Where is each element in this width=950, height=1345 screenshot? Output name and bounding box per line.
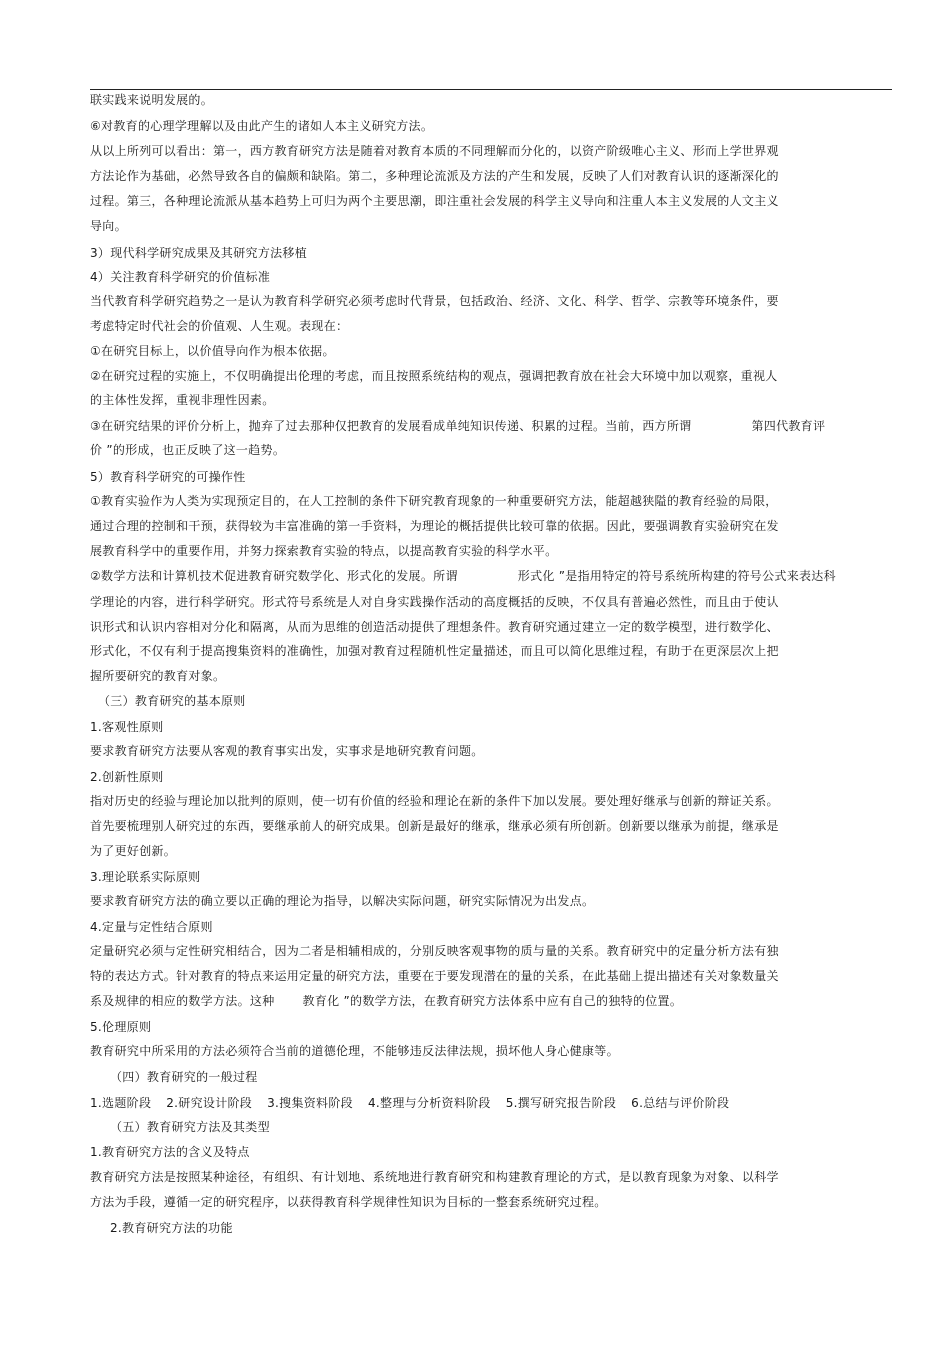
text-line: 联实践来说明发展的。 bbox=[90, 93, 214, 107]
text-line: ⑥对教育的心理学理解以及由此产生的诸如人本主义研究方法。 bbox=[90, 119, 434, 133]
text-line: 价 ”的形成，也正反映了这一趋势。 bbox=[90, 443, 286, 457]
text-line: 学理论的内容，进行科学研究。形式符号系统是人对自身实践操作活动的高度概括的反映，不仅具有普遍必然性，而且由于使认 bbox=[90, 595, 779, 609]
text-line: 的主体性发挥，重视非理性因素。 bbox=[90, 393, 275, 407]
subheading: 2.创新性原则 bbox=[90, 770, 164, 784]
text-line: 通过合理的控制和干预，获得较为丰富准确的第一手资料，为理论的概括提供比较可靠的依据。因此，要强调教育实验研究在发 bbox=[90, 519, 779, 533]
text-line: 方法论作为基础，必然导致各自的偏颇和缺陷。第二，多种理论流派及方法的产生和发展，反映了人们对教育认识的逐渐深化的 bbox=[90, 169, 779, 183]
subheading: 1.客观性原则 bbox=[90, 720, 164, 734]
text-line: 指对历史的经验与理论加以批判的原则，使一切有价值的经验和理论在新的条件下加以发展。要处理好继承与创新的辩证关系。 bbox=[90, 794, 779, 808]
text-line: 识形式和认识内容相对分化和隔离，从而为思维的创造活动提供了理想条件。教育研究通过建立一定的数学模型，进行数学化、 bbox=[90, 620, 779, 634]
text-line bbox=[90, 418, 825, 434]
subheading: 3）现代科学研究成果及其研究方法移植 bbox=[90, 246, 308, 260]
text-line: ②在研究过程的实施上，不仅明确提出伦理的考虑，而且按照系统结构的观点，强调把教育放在社会大环境中加以观察，重视人 bbox=[90, 369, 778, 383]
subheading: 2.教育研究方法的功能 bbox=[110, 1221, 233, 1235]
text-line: 过程。第三，各种理论流派从基本趋势上可归为两个主要思潮，即注重社会发展的科学主义导向和注重人本主义发展的人文主义 bbox=[90, 194, 779, 208]
text-line: 首先要梳理别人研究过的东西，要继承前人的研究成果。创新是最好的继承，继承必须有所创新。创新要以继承为前提，继承是 bbox=[90, 819, 779, 833]
text-line: 定量研究必须与定性研究相结合，因为二者是相辅相成的，分别反映客观事物的质与量的关系。教育研究中的定量分析方法有独 bbox=[90, 944, 779, 958]
text-line: 特的表达方式。针对教育的特点来运用定量的研究方法，重要在于要发现潜在的量的关系，在此基础上提出描述有关对象数量关 bbox=[90, 969, 779, 983]
step-item: 1.选题阶段 bbox=[90, 1096, 152, 1110]
text-line: 要求教育研究方法的确立要以正确的理论为指导，以解决实际问题，研究实际情况为出发点。 bbox=[90, 894, 595, 908]
subheading: 5.伦理原则 bbox=[90, 1020, 152, 1034]
step-item: 6.总结与评价阶段 bbox=[631, 1096, 730, 1110]
step-item: 2.研究设计阶段 bbox=[166, 1096, 253, 1110]
text-segment: 形式化 ”是指用特定的符号系统所构建的符号公式来表达科 bbox=[517, 569, 836, 583]
header-rule bbox=[90, 89, 892, 90]
text-line bbox=[90, 568, 836, 584]
text-line: 当代教育科学研究趋势之一是认为教育科学研究必须考虑时代背景，包括政治、经济、文化、科学、哲学、宗教等环境条件，要 bbox=[90, 294, 779, 308]
section-heading: （五）教育研究方法及其类型 bbox=[110, 1120, 270, 1134]
text-line: 展教育科学中的重要作用，并努力探索教育实验的特点，以提高教育实验的科学水平。 bbox=[90, 544, 558, 558]
subheading: 3.理论联系实际原则 bbox=[90, 870, 201, 884]
subheading: 4.定量与定性结合原则 bbox=[90, 920, 213, 934]
text-line: 为了更好创新。 bbox=[90, 844, 177, 858]
text-segment: 系及规律的相应的数学方法。这种 bbox=[90, 994, 275, 1008]
text-line: ①教育实验作为人类为实现预定目的，在人工控制的条件下研究教育现象的一种重要研究方法，能超越狭隘的教育经验的局限， bbox=[90, 494, 778, 508]
text-line: 教育研究方法是按照某种途径，有组织、有计划地、系统地进行教育研究和构建教育理论的方式，是以教育现象为对象、以科学 bbox=[90, 1170, 779, 1184]
text-line: 握所要研究的教育对象。 bbox=[90, 669, 226, 683]
step-item: 3.搜集资料阶段 bbox=[267, 1096, 353, 1110]
text-segment: 教育化 ”的数学方法，在教育研究方法体系中应有自己的独特的位置。 bbox=[302, 994, 683, 1008]
subheading: 4）关注教育科学研究的价值标准 bbox=[90, 270, 271, 284]
process-steps bbox=[90, 1095, 744, 1111]
text-line: 考虑特定时代社会的价值观、人生观。表现在： bbox=[90, 319, 349, 333]
text-line: 方法为手段，遵循一定的研究程序，以获得教育科学规律性知识为目标的一整套系统研究过程。 bbox=[90, 1195, 607, 1209]
text-segment: 第四代教育评 bbox=[751, 419, 826, 433]
step-item: 5.撰写研究报告阶段 bbox=[505, 1096, 617, 1110]
text-line: 要求教育研究方法要从客观的教育事实出发，实事求是地研究教育问题。 bbox=[90, 744, 484, 758]
section-heading: （三）教育研究的基本原则 bbox=[98, 694, 246, 708]
step-item: 4.整理与分析资料阶段 bbox=[367, 1096, 491, 1110]
text-line: 形式化，不仅有利于提高搜集资料的准确性，加强对教育过程随机性定量描述，而且可以简化思维过程，有助于在更深层次上把 bbox=[90, 644, 779, 658]
text-line: 导向。 bbox=[90, 219, 127, 233]
text-segment: ②数学方法和计算机技术促进教育研究数学化、形式化的发展。所谓 bbox=[90, 569, 458, 583]
text-line bbox=[90, 993, 682, 1009]
subheading: 5）教育科学研究的可操作性 bbox=[90, 470, 246, 484]
subheading: 1.教育研究方法的含义及特点 bbox=[90, 1145, 250, 1159]
text-line: ①在研究目标上，以价值导向作为根本依据。 bbox=[90, 344, 335, 358]
text-segment: ③在研究结果的评价分析上，抛弃了过去那种仅把教育的发展看成单纯知识传递、积累的过程。当前，西方所谓 bbox=[90, 419, 692, 433]
text-line: 教育研究中所采用的方法必须符合当前的道德伦理，不能够违反法律法规，损坏他人身心健康等。 bbox=[90, 1044, 619, 1058]
text-line: 从以上所列可以看出：第一，西方教育研究方法是随着对教育本质的不同理解而分化的，以资产阶级唯心主义、形而上学世界观 bbox=[90, 144, 779, 158]
section-heading: （四）教育研究的一般过程 bbox=[110, 1070, 258, 1084]
